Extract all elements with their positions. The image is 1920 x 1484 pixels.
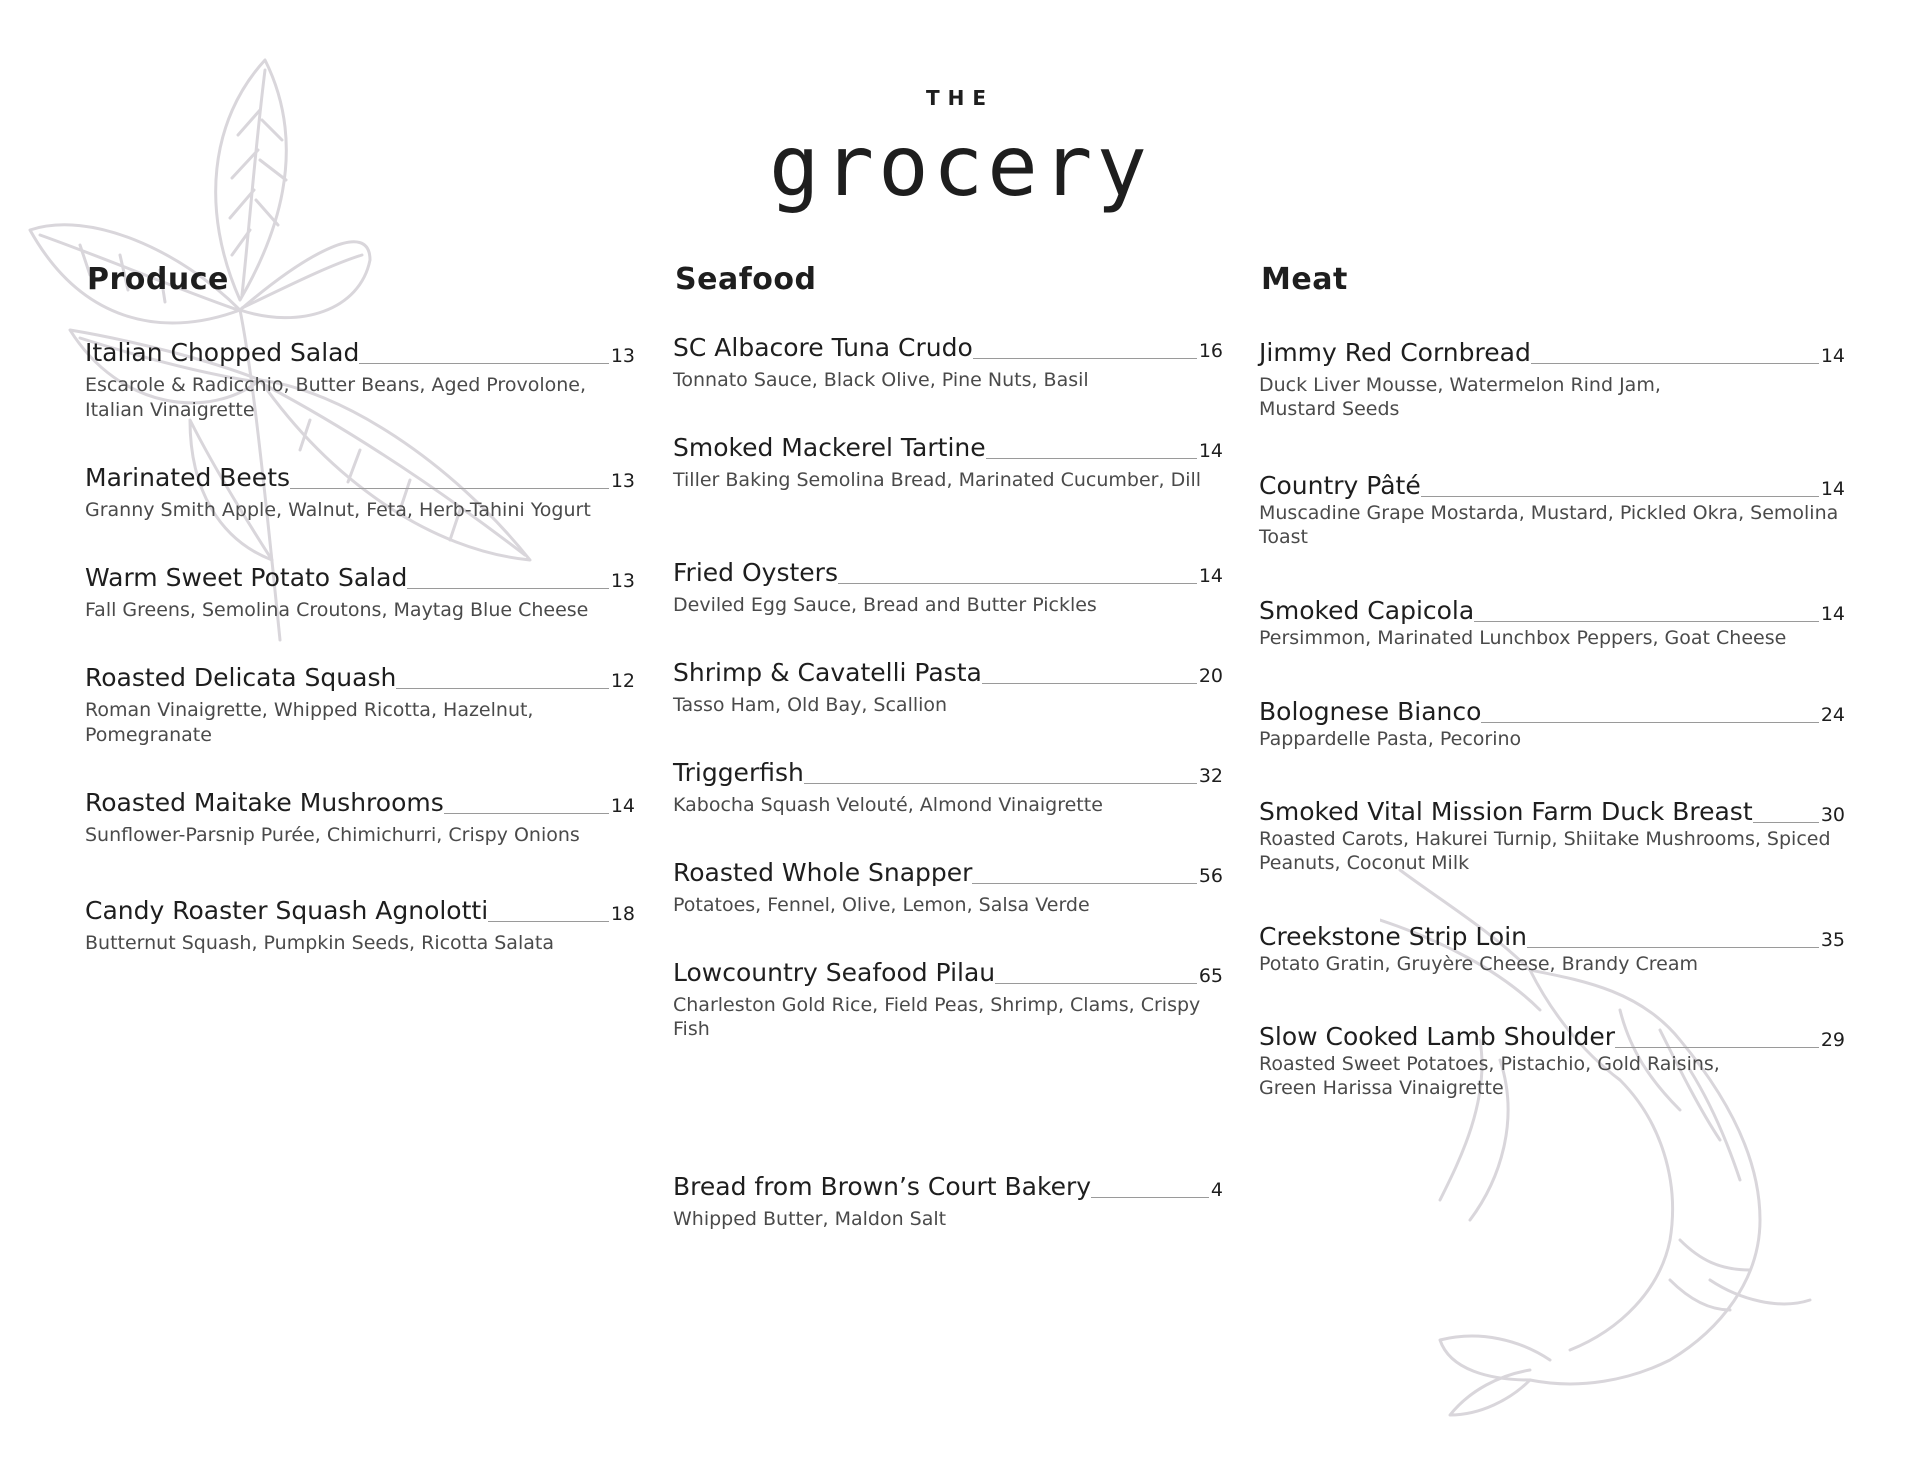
leader-line xyxy=(972,883,1196,884)
menu-item xyxy=(673,1172,1223,1232)
item-description: Sunflower-Parsnip Purée, Chimichurri, Crispy Onions xyxy=(85,824,580,846)
item-name: Jimmy Red Cornbread xyxy=(1259,338,1531,367)
menu-item xyxy=(1259,697,1845,751)
item-price: 14 xyxy=(1198,565,1223,587)
leader-line xyxy=(982,683,1197,684)
item-price: 20 xyxy=(1198,665,1223,687)
item-name: Smoked Capicola xyxy=(1259,596,1475,625)
item-price: 4 xyxy=(1210,1179,1223,1201)
item-name: Country Pâté xyxy=(1259,471,1421,500)
leader-line xyxy=(1421,496,1819,497)
leader-line xyxy=(995,983,1197,984)
produce-section xyxy=(85,0,635,1484)
item-description: Roasted Carots, Hakurei Turnip, Shiitake Mushrooms, Spiced Peanuts, Coconut Milk xyxy=(1259,828,1831,874)
menu-item xyxy=(1259,797,1845,875)
menu-item xyxy=(1259,338,1845,421)
item-price: 13 xyxy=(610,345,635,367)
section-title-seafood: Seafood xyxy=(675,262,817,297)
item-description: Whipped Butter, Maldon Salt xyxy=(673,1208,947,1230)
menu-item xyxy=(673,558,1223,618)
item-description: Granny Smith Apple, Walnut, Feta, Herb-Tahini Yogurt xyxy=(85,499,591,521)
leader-line xyxy=(1753,822,1819,823)
leader-line xyxy=(359,363,608,364)
item-name: Italian Chopped Salad xyxy=(85,338,360,367)
item-name: Roasted Whole Snapper xyxy=(673,858,973,887)
item-price: 35 xyxy=(1820,929,1845,951)
leader-line xyxy=(804,783,1197,784)
item-price: 16 xyxy=(1198,340,1223,362)
menu-item xyxy=(1259,922,1845,976)
menu-item xyxy=(673,433,1223,492)
leader-line xyxy=(986,458,1197,459)
leader-line xyxy=(290,488,609,489)
item-description: Potatoes, Fennel, Olive, Lemon, Salsa Verde xyxy=(673,894,1090,916)
item-description: Persimmon, Marinated Lunchbox Peppers, Goat Cheese xyxy=(1259,627,1787,649)
menu-item xyxy=(85,663,635,748)
item-name: Bread from Brown’s Court Bakery xyxy=(673,1172,1092,1201)
menu-item xyxy=(85,338,635,423)
menu-item xyxy=(1259,471,1845,549)
seafood-section xyxy=(673,0,1223,1484)
item-price: 24 xyxy=(1820,704,1845,726)
item-name: Smoked Mackerel Tartine xyxy=(673,433,986,462)
menu-item xyxy=(673,958,1223,1041)
item-name: Candy Roaster Squash Agnolotti xyxy=(85,896,489,925)
item-name: Slow Cooked Lamb Shoulder xyxy=(1259,1022,1616,1051)
leader-line xyxy=(1615,1047,1819,1048)
item-name: Fried Oysters xyxy=(673,558,838,587)
item-description: Tonnato Sauce, Black Olive, Pine Nuts, Basil xyxy=(673,369,1089,391)
item-price: 13 xyxy=(610,570,635,592)
item-name: Roasted Maitake Mushrooms xyxy=(85,788,444,817)
item-description: Duck Liver Mousse, Watermelon Rind Jam, Mustard Seeds xyxy=(1259,374,1661,420)
menu-item xyxy=(85,788,635,848)
menu-item xyxy=(85,563,635,623)
item-description: Charleston Gold Rice, Field Peas, Shrimp, Clams, Crispy Fish xyxy=(673,994,1201,1040)
item-price: 14 xyxy=(1820,603,1845,625)
item-name: Bolognese Bianco xyxy=(1259,697,1482,726)
item-description: Roman Vinaigrette, Whipped Ricotta, Hazelnut, Pomegranate xyxy=(85,699,534,746)
item-description: Tasso Ham, Old Bay, Scallion xyxy=(673,694,948,716)
item-name: Shrimp & Cavatelli Pasta xyxy=(673,658,982,687)
menu-item xyxy=(1259,1022,1845,1100)
item-name: Triggerfish xyxy=(673,758,804,787)
item-price: 14 xyxy=(610,795,635,817)
brand-logo: grocery xyxy=(768,117,1151,215)
item-description: Deviled Egg Sauce, Bread and Butter Pickles xyxy=(673,594,1097,616)
menu-item xyxy=(85,463,635,523)
menu-item xyxy=(673,333,1223,393)
item-description: Kabocha Squash Velouté, Almond Vinaigrette xyxy=(673,794,1103,816)
leader-line xyxy=(973,358,1197,359)
item-price: 29 xyxy=(1820,1029,1845,1051)
brand-prefix: THE xyxy=(925,86,995,110)
item-description: Muscadine Grape Mostarda, Mustard, Pickled Okra, Semolina Toast xyxy=(1259,502,1839,548)
menu-item xyxy=(673,758,1223,818)
item-price: 65 xyxy=(1198,965,1223,987)
menu-item xyxy=(673,658,1223,718)
item-price: 14 xyxy=(1198,440,1223,462)
leader-line xyxy=(444,813,609,814)
leader-line xyxy=(838,583,1197,584)
leader-line xyxy=(407,588,608,589)
item-description: Escarole & Radicchio, Butter Beans, Aged Provolone, Italian Vinaigrette xyxy=(85,374,586,421)
item-name: Marinated Beets xyxy=(85,463,291,492)
item-name: Creekstone Strip Loin xyxy=(1259,922,1528,951)
item-price: 13 xyxy=(610,470,635,492)
menu-item xyxy=(1259,596,1845,650)
leader-line xyxy=(488,921,609,922)
leader-line xyxy=(1091,1197,1209,1198)
item-price: 14 xyxy=(1820,478,1845,500)
item-price: 30 xyxy=(1820,804,1845,826)
item-price: 12 xyxy=(610,670,635,692)
leader-line xyxy=(1474,621,1819,622)
meat-section xyxy=(1259,0,1845,1484)
item-description: Butternut Squash, Pumpkin Seeds, Ricotta Salata xyxy=(85,932,554,954)
item-description: Tiller Baking Semolina Bread, Marinated Cucumber, Dill xyxy=(673,469,1202,491)
item-name: Lowcountry Seafood Pilau xyxy=(673,958,996,987)
section-title-produce: Produce xyxy=(87,262,229,297)
item-name: Smoked Vital Mission Farm Duck Breast xyxy=(1259,797,1753,826)
item-price: 18 xyxy=(610,903,635,925)
item-description: Potato Gratin, Gruyère Cheese, Brandy Cream xyxy=(1259,953,1699,975)
leader-line xyxy=(396,688,608,689)
leader-line xyxy=(1481,722,1818,723)
item-price: 32 xyxy=(1198,765,1223,787)
item-description: Roasted Sweet Potatoes, Pistachio, Gold Raisins, Green Harissa Vinaigrette xyxy=(1259,1053,1720,1099)
item-description: Pappardelle Pasta, Pecorino xyxy=(1259,728,1522,750)
leader-line xyxy=(1531,363,1819,364)
item-price: 14 xyxy=(1820,345,1845,367)
leader-line xyxy=(1527,947,1819,948)
menu-item xyxy=(673,858,1223,918)
item-name: Roasted Delicata Squash xyxy=(85,663,397,692)
item-price: 56 xyxy=(1198,865,1223,887)
item-name: SC Albacore Tuna Crudo xyxy=(673,333,973,362)
item-name: Warm Sweet Potato Salad xyxy=(85,563,408,592)
item-description: Fall Greens, Semolina Croutons, Maytag Blue Cheese xyxy=(85,599,589,621)
menu-item xyxy=(85,896,635,956)
section-title-meat: Meat xyxy=(1261,262,1348,297)
